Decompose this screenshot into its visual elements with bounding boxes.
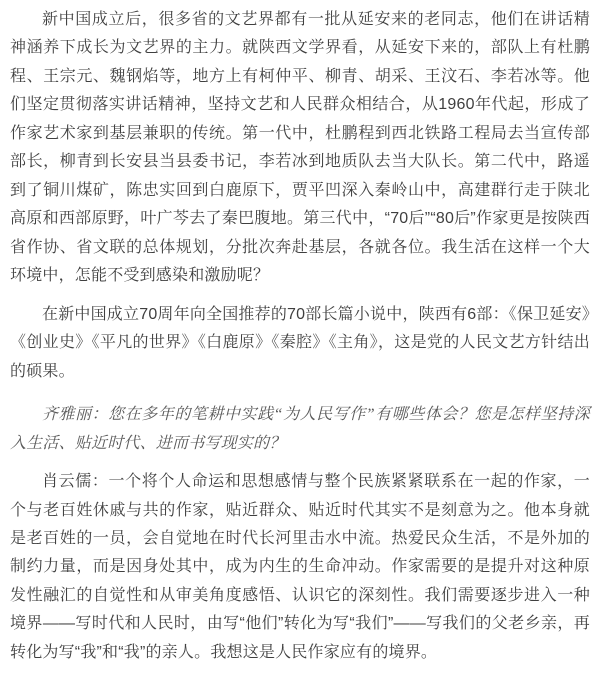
paragraph-interviewer-question: 齐雅丽：您在多年的笔耕中实践“为人民写作”有哪些体会？您是怎样坚持深入生活、贴近时代、进而书写现实的？ bbox=[10, 406, 590, 452]
paragraph-yanan-writers: 新中国成立后，很多省的文艺界都有一批从延安来的老同志，他们在讲话精神涵养下成长为文艺界的主力。就陕西文学界看，从延安下来的，部队上有杜鹏程、王宗元、魏钢焰等，地方上有柯仲平、柳青、胡采、王汶石、李若冰等。他们坚定贯彻落实讲话精神，坚持文艺和人民群众相结合，从1960年代起，形成了作家艺术家到基层兼职的传统。第一代中，杜鹏程到西北铁路工程局去当宣传部部长，柳青到长安县当县委书记，李若冰到地质队去当大队长。第二代中，路遥到了铜川煤矿，陈忠实回到白鹿原下，贾平凹深入秦岭山中，高建群行走于陕北高原和西部原野，叶广芩去了秦巴腹地。第三代中，“70后”“80后”作家更是按陕西省作协、省文联的总体规划，分批次奔赴基层，各就各位。我生活在这样一个大环境中，怎能不受到感染和激励呢？ bbox=[10, 11, 590, 285]
paragraph-recommended-novels: 在新中国成立70周年向全国推荐的70部长篇小说中，陕西有6部：《保卫延安》《创业史》《平凡的世界》《白鹿原》《秦腔》《主角》，这是党的人民文艺方针结出的硕果。 bbox=[10, 305, 590, 380]
paragraph-interviewee-answer: 肖云儒：一个将个人命运和思想感情与整个民族紧紧联系在一起的作家，一个与老百姓休戚与共的作家，贴近群众、贴近时代其实不是刻意为之。他本身就是老百姓的一员，会自觉地在时代长河里击水中流。热爱民众生活，不是外加的制约力量，而是因身处其中，成为内生的生命冲动。作家需要的是提升对这种原发性融汇的自觉性和从审美角度感悟、认识它的深刻性。我们需要逐步进入一种境界——写时代和人民时，由写“他们”转化为写“我们”——写我们的父老乡亲，再转化为写“我”和“我”的亲人。我想这是人民作家应有的境界。 bbox=[10, 473, 590, 661]
